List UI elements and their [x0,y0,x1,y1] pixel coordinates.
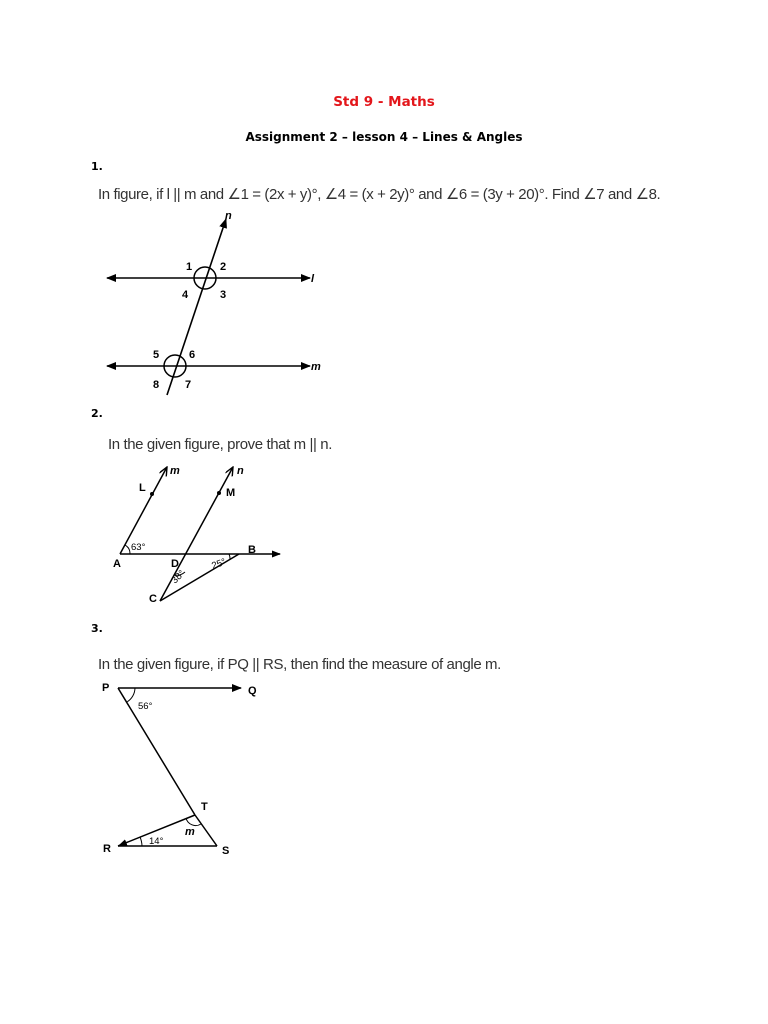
label-m: m [170,465,180,477]
label-point-t: T [201,801,208,813]
angle-3-label: 3 [220,289,227,301]
label-n: n [225,210,232,222]
segment-ts [195,815,217,846]
point-l [150,492,154,496]
label-point-m: M [226,487,236,499]
angle-a-arc [125,545,130,554]
angle-1-label: 1 [186,261,193,273]
angle-d-value: 38° [169,568,188,587]
point-m [217,491,221,495]
label-point-d: D [171,558,179,570]
page-title: Std 9 - Maths [333,94,435,110]
label-m: m [311,361,321,373]
angle-8-label: 8 [153,379,160,391]
angle-r-value: 14° [149,836,164,847]
label-n: n [237,465,244,477]
label-point-b: B [248,544,256,556]
line-n [167,219,226,395]
angle-2-label: 2 [220,261,227,273]
label-point-r: R [103,843,111,855]
question-3-figure [98,676,273,861]
assignment-subtitle: Assignment 2 – lesson 4 – Lines & Angles [245,130,523,144]
question-1-text: In figure, if l || m and ∠1 = (2x + y)°, ∠4 = (x + 2y)° and ∠6 = (3y + 20)°. Find ∠7 and ∠8. [98,186,661,203]
angle-p-arc [127,688,135,702]
question-2-figure [105,458,295,608]
question-3-text: In the given figure, if PQ || RS, then find the measure of angle m. [98,656,501,673]
label-point-p: P [102,682,110,694]
angle-t-value: m [185,826,195,838]
label-point-a: A [113,558,121,570]
line-m [120,467,167,554]
angle-b-value: 25° [210,556,228,572]
angle-6-label: 6 [189,349,196,361]
label-point-l: L [139,482,146,494]
label-point-s: S [222,845,230,857]
question-1-number: 1. [91,160,103,173]
angle-r-arc [140,837,142,846]
label-point-q: Q [248,685,257,697]
angle-4-label: 4 [182,289,189,301]
segment-pt [118,688,195,815]
question-1-figure [95,205,345,400]
question-2-number: 2. [91,407,103,420]
label-point-c: C [149,593,157,605]
question-2-text: In the given figure, prove that m || n. [108,436,332,453]
angle-a-value: 63° [131,542,146,553]
angle-5-label: 5 [153,349,160,361]
angle-p-value: 56° [138,701,153,712]
angle-7-label: 7 [185,379,192,391]
label-l: l [311,273,315,285]
question-3-number: 3. [91,622,103,635]
